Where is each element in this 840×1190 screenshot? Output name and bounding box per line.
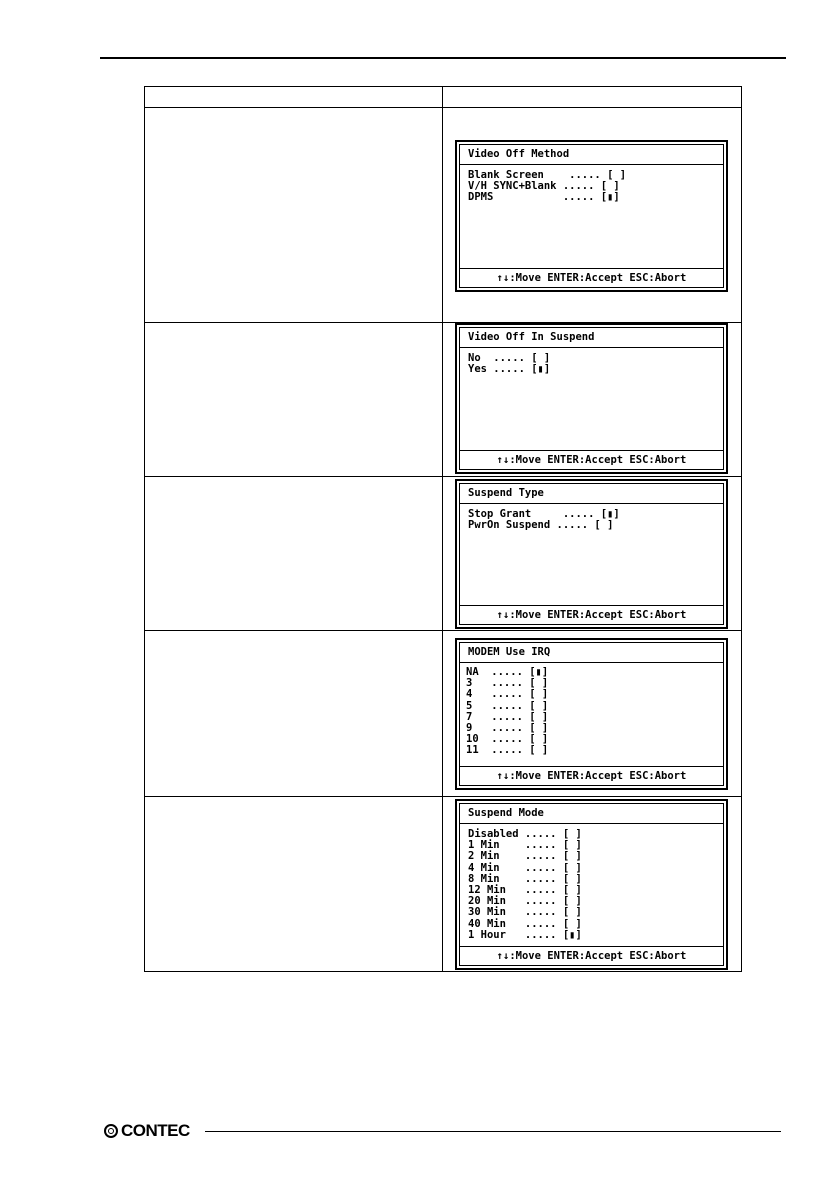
key-hint-footer: ↑↓:Move ENTER:Accept ESC:Abort (496, 271, 687, 284)
option-item[interactable]: 10 ..... [ ] (466, 733, 549, 746)
key-hint-footer: ↑↓:Move ENTER:Accept ESC:Abort (496, 769, 687, 782)
option-item[interactable]: DPMS ..... [▮] (468, 191, 620, 204)
contec-logo (104, 1121, 190, 1141)
bios-screen-video-off-in-suspend (455, 323, 728, 474)
option-item[interactable]: PwrOn Suspend ..... [ ] (468, 519, 614, 532)
option-item[interactable]: Disabled ..... [ ] (468, 828, 582, 840)
header-rule (100, 57, 786, 59)
footer-rule (205, 1131, 781, 1132)
screen-title: Video Off In Suspend (468, 331, 595, 343)
option-item[interactable]: 2 Min ..... [ ] (468, 850, 582, 863)
option-item[interactable]: NA ..... [▮] (466, 666, 549, 678)
option-item[interactable]: 9 ..... [ ] (466, 721, 549, 734)
key-hint-footer: ↑↓:Move ENTER:Accept ESC:Abort (496, 608, 687, 621)
row-divider (145, 796, 741, 797)
key-hint-footer: ↑↓:Move ENTER:Accept ESC:Abort (496, 453, 687, 466)
option-item[interactable]: V/H SYNC+Blank ..... [ ] (468, 180, 620, 193)
option-item[interactable]: 20 Min ..... [ ] (468, 895, 582, 908)
option-item[interactable]: 1 Min ..... [ ] (468, 839, 582, 852)
bios-screen-video-off-method (455, 140, 728, 292)
option-item[interactable]: 3 ..... [ ] (466, 677, 549, 690)
option-item[interactable]: Stop Grant ..... [▮] (468, 508, 620, 520)
option-item[interactable]: Yes ..... [▮] (468, 363, 551, 376)
option-item[interactable]: 12 Min ..... [ ] (468, 883, 582, 896)
bios-screen-suspend-mode (455, 799, 728, 970)
option-item[interactable]: 5 ..... [ ] (466, 699, 549, 712)
logo-text: CONTEC (121, 1121, 190, 1140)
option-item[interactable]: 7 ..... [ ] (466, 710, 549, 723)
option-item[interactable]: No ..... [ ] (468, 352, 551, 364)
screen-title: Suspend Type (468, 487, 544, 499)
table-header-row (145, 87, 741, 108)
option-item[interactable]: 11 ..... [ ] (466, 744, 549, 757)
bios-screen-modem-use-irq (455, 638, 728, 790)
contec-logo-icon (104, 1124, 118, 1138)
row-divider (145, 476, 741, 477)
screen-title: MODEM Use IRQ (468, 646, 551, 658)
column-divider (442, 87, 443, 971)
screen-title: Video Off Method (468, 148, 570, 160)
row-divider (145, 630, 741, 631)
option-item[interactable]: 4 ..... [ ] (466, 688, 549, 701)
option-item[interactable]: 4 Min ..... [ ] (468, 861, 582, 874)
option-item[interactable]: Blank Screen ..... [ ] (468, 169, 627, 181)
key-hint-footer: ↑↓:Move ENTER:Accept ESC:Abort (496, 949, 687, 962)
bios-screen-suspend-type (455, 479, 728, 629)
option-item[interactable]: 40 Min ..... [ ] (468, 917, 582, 930)
option-item[interactable]: 8 Min ..... [ ] (468, 872, 582, 885)
option-item[interactable]: 30 Min ..... [ ] (468, 906, 582, 919)
option-item[interactable]: 1 Hour ..... [▮] (468, 928, 582, 941)
screen-title: Suspend Mode (468, 807, 544, 819)
